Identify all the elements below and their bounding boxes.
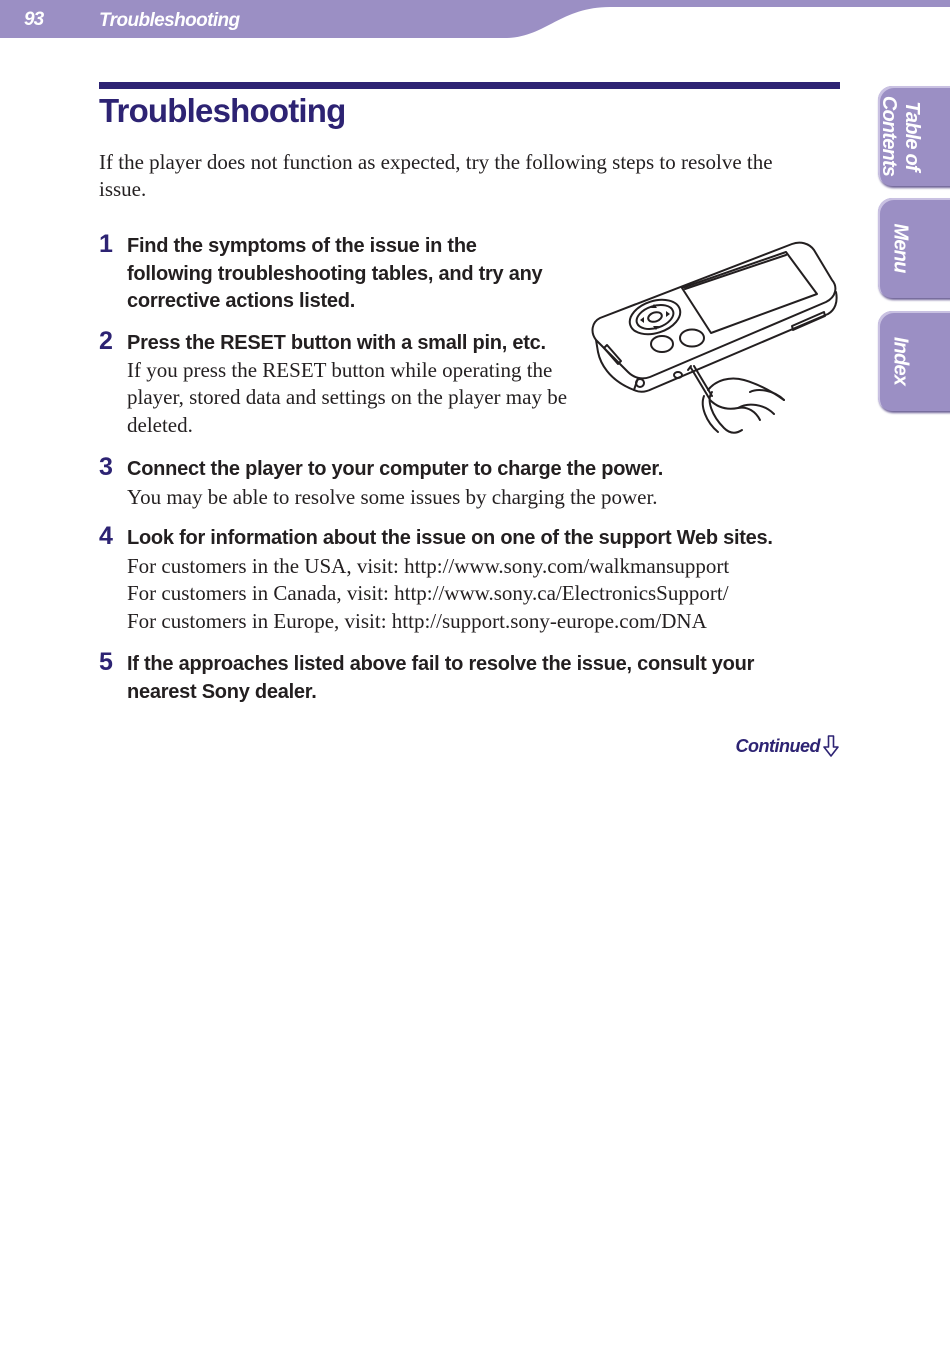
step-number: 3 <box>99 453 113 481</box>
continued-label: Continued <box>735 735 820 756</box>
step-number: 4 <box>99 522 113 550</box>
tab-index[interactable] <box>878 311 950 411</box>
support-line-canada: For customers in Canada, visit: http://www.sony.ca/ElectronicsSupport/ <box>127 581 729 606</box>
step-number: 5 <box>99 648 113 676</box>
down-arrow-icon <box>823 735 839 757</box>
page-number: 93 <box>24 9 44 30</box>
step-number: 2 <box>99 327 113 355</box>
tab-menu-label: Menu <box>889 223 912 273</box>
tab-index-label: Index <box>889 336 912 386</box>
support-line-usa: For customers in the USA, visit: http://www.sony.com/walkmansupport <box>127 554 730 578</box>
step-heading: Press the RESET button with a small pin, etc. <box>127 332 546 354</box>
tab-menu[interactable] <box>878 198 950 298</box>
support-links <box>127 553 729 635</box>
step-heading: Look for information about the issue on one of the support Web sites. <box>127 527 773 549</box>
walkman-reset-illustration <box>588 240 840 438</box>
title-rule <box>99 82 840 89</box>
tab-table-of-contents-label: Table of Contents <box>878 95 923 177</box>
step-body: You may be able to resolve some issues by charging the power. <box>127 485 658 509</box>
step-heading: Connect the player to your computer to charge the power. <box>127 458 664 480</box>
step-heading: If the approaches listed above fail to resolve the issue, consult your nearest Sony dealer. <box>127 653 755 703</box>
support-line-europe: For customers in Europe, visit: http://support.sony-europe.com/DNA <box>127 608 707 633</box>
step-number: 1 <box>99 230 113 258</box>
step-body: If you press the RESET button while operating the player, stored data and settings on the player may be deleted. <box>127 358 568 437</box>
page-title: Troubleshooting <box>99 92 346 129</box>
step-heading: Find the symptoms of the issue in the following troubleshooting tables, and try any corrective actions listed. <box>127 235 543 312</box>
tab-table-of-contents[interactable] <box>878 86 950 186</box>
header-section-title: Troubleshooting <box>99 10 240 31</box>
intro-paragraph: If the player does not function as expected, try the following steps to resolve the issue. <box>99 150 773 201</box>
continued-link[interactable] <box>736 735 839 757</box>
